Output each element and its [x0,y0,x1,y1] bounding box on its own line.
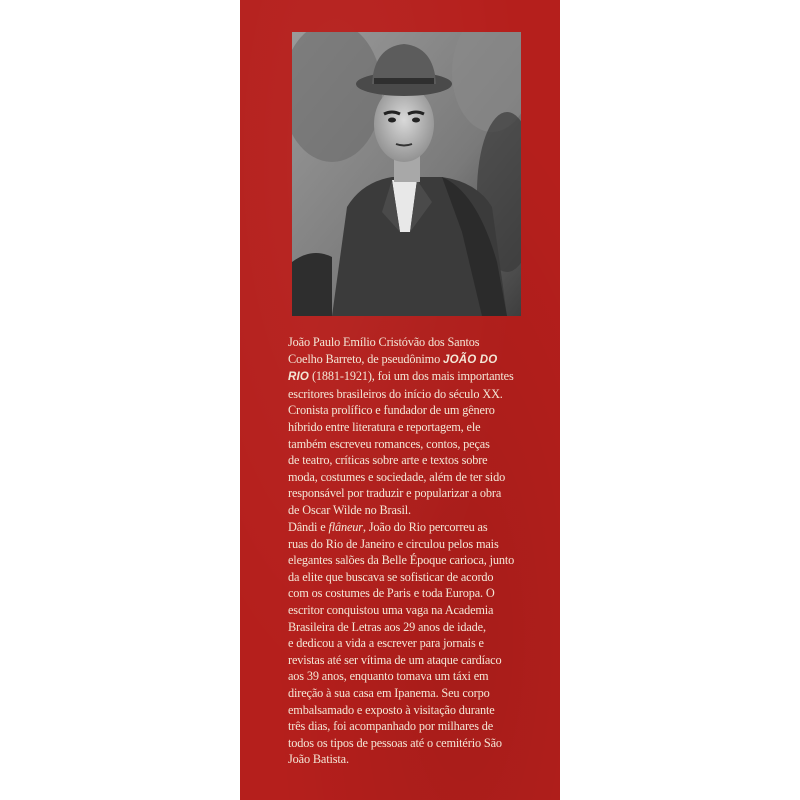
portrait-photo [292,32,521,316]
bio-text: Dândi e [288,520,329,534]
bio-line: aos 39 anos, enquanto tomava um táxi em [288,669,489,684]
bio-line: escritor conquistou uma vaga na Academia [288,602,494,617]
bio-line: híbrido entre literatura e reportagem, ele [288,419,481,434]
bio-line: elegantes salões da Belle Époque carioca, junto [288,553,515,568]
bio-line: três dias, foi acompanhado por milhares de [288,719,494,734]
bio-line: todos os tipos de pessoas até o cemitério São [288,735,502,750]
bio-line: Brasileira de Letras aos 29 anos de idade, [288,619,486,634]
book-flap [240,0,560,800]
bio-line: direção à sua casa em Ipanema. Seu corpo [288,685,490,700]
bio-line: escritores brasileiros do início do século XX. [288,386,503,401]
bio-line: também escreveu romances, contos, peças [288,436,490,451]
bio-text: (1881-1921), foi um dos mais importantes [309,369,514,384]
bio-line: ruas do Rio de Janeiro e circulou pelos mais [288,536,499,551]
bio-text: Coelho Barreto, de pseudônimo [288,351,443,366]
author-pseudonym: JOÃO DO [443,353,498,366]
bio-line [288,351,536,369]
bio-line: João Paulo Emílio Cristóvão dos Santos [288,335,480,349]
bio-line: responsável por traduzir e popularizar a obra [288,486,502,501]
bio-line: João Batista. [288,752,349,767]
bio-line: da elite que buscava se sofisticar de acordo [288,569,494,584]
italic-term: flâneur [328,520,363,534]
bio-line: de teatro, críticas sobre arte e textos sobre [288,453,488,468]
bio-line: revistas até ser vítima de um ataque cardíaco [288,652,502,667]
author-portrait [292,32,521,316]
bio-line: embalsamado e exposto à visitação durante [288,702,495,717]
bio-line: e dedicou a vida a escrever para jornais e [288,636,484,651]
bio-paragraph-1 [288,334,536,519]
author-pseudonym: RIO [288,371,310,384]
bio-line: com os costumes de Paris e toda Europa. O [288,586,495,601]
bio-line: de Oscar Wilde no Brasil. [288,502,411,517]
bio-line [288,368,536,386]
bio-line: Cronista prolífico e fundador de um gênero [288,403,495,418]
bio-paragraph-2 [288,519,536,768]
bio-text: , João do Rio percorreu as [362,520,488,534]
bio-line: moda, costumes e sociedade, além de ter sido [288,469,506,484]
bio-line [288,519,536,536]
